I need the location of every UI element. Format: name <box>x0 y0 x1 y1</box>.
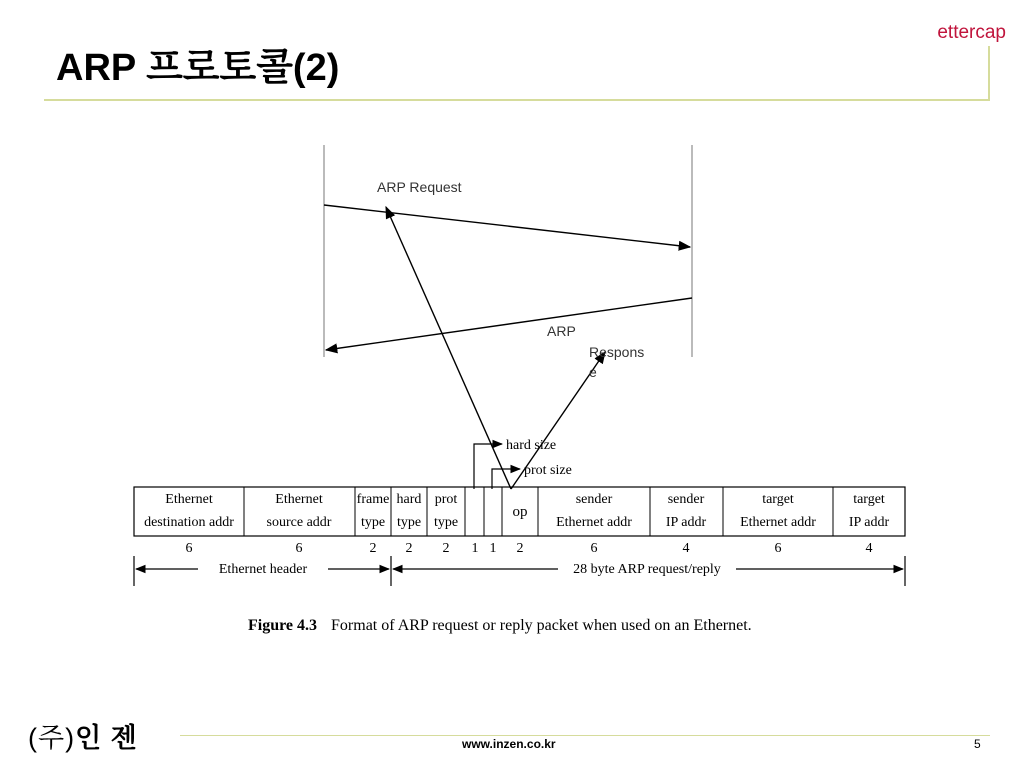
field-sender-ethernet <box>556 492 632 556</box>
field-label-line2: destination addr <box>144 515 234 530</box>
field-byte-count: 2 <box>442 541 450 556</box>
field-byte-count: 6 <box>774 541 782 556</box>
field-op <box>513 504 528 556</box>
field-label-line2: Ethernet addr <box>556 515 632 530</box>
field-prot-size <box>490 541 497 556</box>
brand-label: ettercap <box>937 22 1006 43</box>
field-frame-type <box>357 492 390 556</box>
field-hard-type <box>397 492 422 556</box>
field-byte-count: 4 <box>682 541 690 556</box>
field-label-line1: frame <box>356 492 390 507</box>
figure-caption <box>248 617 752 634</box>
field-target-ip <box>849 492 890 556</box>
field-sender-ip <box>666 492 707 556</box>
arp-response-label-line1: ARP <box>547 323 576 339</box>
footer-divider <box>180 735 990 736</box>
field-byte-count: 6 <box>295 541 303 556</box>
field-label-line1: target <box>853 492 885 507</box>
field-label-line1: sender <box>575 492 613 507</box>
hard-size-leader <box>474 444 502 489</box>
hard-size-label: hard size <box>506 438 557 453</box>
field-label-line2: type <box>360 515 386 530</box>
arp-request-label: ARP Request <box>377 179 462 195</box>
field-prot-type <box>434 492 458 556</box>
arp-request-arrow <box>324 205 690 247</box>
field-byte-count: 2 <box>516 541 524 556</box>
field-label-line2: source addr <box>266 515 332 530</box>
field-label-line2: type <box>433 515 459 530</box>
page-title: ARP 프로토콜(2) <box>56 47 340 89</box>
field-byte-count: 1 <box>471 541 479 556</box>
arp-span-label: 28 byte ARP request/reply <box>573 562 721 577</box>
arp-response-arrow <box>326 298 692 350</box>
field-label-line1: prot <box>434 492 458 507</box>
arp-response-label-line2: Respons <box>589 344 645 360</box>
caption-label: Figure 4.3 <box>248 617 318 634</box>
field-label-line1: hard <box>396 492 422 507</box>
field-label-line2: IP addr <box>665 515 707 530</box>
field-label-line1: Ethernet <box>275 492 323 507</box>
company-logo <box>28 716 138 755</box>
arp-response-label-line3: e <box>589 364 597 380</box>
field-label-line2: Ethernet addr <box>740 515 816 530</box>
logo-paren: (주) <box>28 723 76 753</box>
prot-size-label: prot size <box>524 463 572 478</box>
field-ethernet-destination <box>144 492 234 556</box>
field-byte-count: 4 <box>865 541 873 556</box>
field-byte-count: 6 <box>590 541 598 556</box>
footer-url: www.inzen.co.kr <box>462 737 556 751</box>
field-label-line2: IP addr <box>848 515 890 530</box>
field-target-ethernet <box>740 492 816 556</box>
field-label-line1: op <box>512 504 528 520</box>
field-byte-count: 6 <box>185 541 193 556</box>
logo-name: 인 젠 <box>75 723 138 753</box>
field-hard-size <box>472 541 479 556</box>
field-label-line1: target <box>762 492 794 507</box>
op-to-request-arrow <box>386 207 511 489</box>
field-byte-count: 1 <box>489 541 497 556</box>
field-label-line1: Ethernet <box>165 492 213 507</box>
field-byte-count: 2 <box>405 541 413 556</box>
page-number: 5 <box>974 737 981 751</box>
ethernet-header-label: Ethernet header <box>218 562 308 577</box>
field-label-line2: type <box>396 515 422 530</box>
caption-text: Format of ARP request or reply packet when used on an Ethernet. <box>331 617 752 634</box>
field-ethernet-source <box>267 492 332 556</box>
field-byte-count: 2 <box>369 541 377 556</box>
field-label-line1: sender <box>667 492 705 507</box>
